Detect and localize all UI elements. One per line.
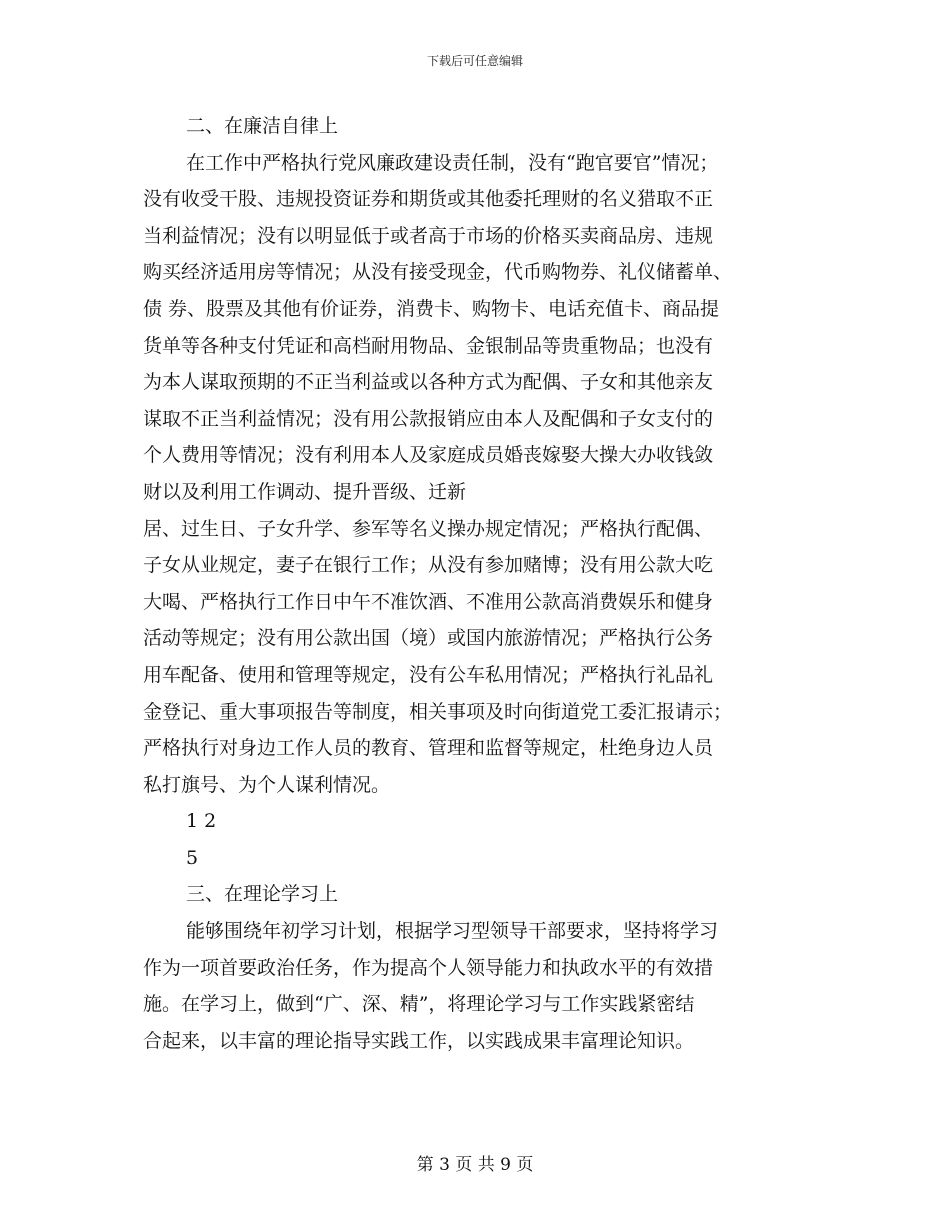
section-heading: 二、在廉洁自律上 xyxy=(186,115,339,137)
paragraph-line: 债 券、股票及其他有价证券，消费卡、购物卡、电话充值卡、商品提 xyxy=(143,297,720,320)
paragraph-line: 私打旗号、为个人谋利情况。 xyxy=(143,773,391,796)
paragraph-line: 能够围绕年初学习计划，根据学习型领导干部要求，坚持将学习 xyxy=(186,920,719,943)
paragraph-line: 在工作中严格执行党风廉政建设责任制，没有“跑官要官”情况； xyxy=(186,151,719,174)
page-header: 下载后可任意编辑 xyxy=(426,54,523,68)
paragraph-line: 谋取不正当利益情况；没有用公款报销应由本人及配偶和子女支付的 xyxy=(143,407,714,430)
paragraph-line: 施。在学习上，做到“广、深、精”，将理论学习与工作实践紧密结 xyxy=(143,993,695,1016)
paragraph-line: 购买经济适用房等情况；从没有接受现金，代币购物券、礼仪储蓄单、 xyxy=(143,261,733,284)
paragraph-line: 当利益情况；没有以明显低于或者高于市场的价格买卖商品房、违规 xyxy=(143,224,714,247)
paragraph-line: 子女从业规定，妻子在银行工作；从没有参加赌博；没有用公款大吃 xyxy=(143,554,714,577)
paragraph-line: 个人费用等情况；没有利用本人及家庭成员婚丧嫁娶大操大办收钱敛 xyxy=(143,444,714,467)
paragraph-line: 金登记、重大事项报告等制度，相关事项及时向街道党工委汇报请示； xyxy=(143,700,733,723)
paragraph-line: 货单等各种支付凭证和高档耐用物品、金银制品等贵重物品；也没有 xyxy=(143,334,714,357)
paragraph-line: 大喝、严格执行工作日中午不准饮酒、不准用公款高消费娱乐和健身 xyxy=(143,590,714,613)
paragraph-line: 活动等规定；没有用公款出国（境）或国内旅游情况；严格执行公务 xyxy=(143,627,714,650)
paragraph-line: 财以及利用工作调动、提升晋级、迁新 xyxy=(143,480,467,503)
paragraph-line: 居、过生日、子女升学、参军等名义操办规定情况；严格执行配偶、 xyxy=(143,517,714,540)
page-number: 第 3 页 共 9 页 xyxy=(416,1155,534,1175)
paragraph-line: 为本人谋取预期的不正当利益或以各种方式为配偶、子女和其他亲友 xyxy=(143,371,714,394)
document-body xyxy=(143,108,818,1059)
stray-number-line: 5 xyxy=(186,846,199,869)
paragraph-line: 合起来，以丰富的理论指导实践工作，以实践成果丰富理论知识。 xyxy=(143,1029,695,1052)
paragraph-line: 没有收受干股、违规投资证券和期货或其他委托理财的名义猎取不正 xyxy=(143,188,714,211)
paragraph-line: 作为一项首要政治任务，作为提高个人领导能力和执政水平的有效措 xyxy=(143,956,714,979)
paragraph-line: 用车配备、使用和管理等规定，没有公车私用情况；严格执行礼品礼 xyxy=(143,663,714,686)
paragraph-line: 严格执行对身边工作人员的教育、管理和监督等规定，杜绝身边人员 xyxy=(143,737,714,760)
section-heading: 三、在理论学习上 xyxy=(186,883,339,906)
stray-number-line: 1 2 xyxy=(186,810,217,833)
